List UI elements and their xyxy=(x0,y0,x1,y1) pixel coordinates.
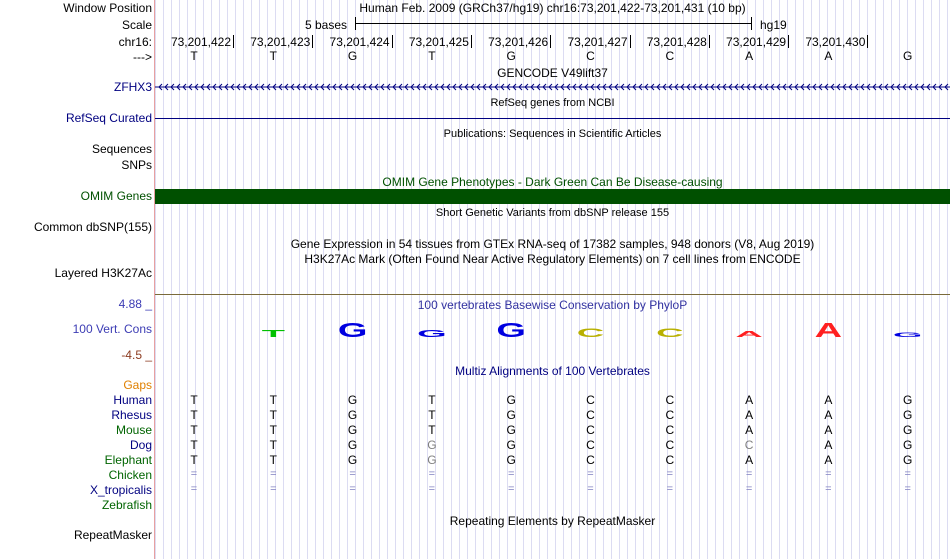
alignment-base: = xyxy=(666,483,674,495)
reference-base: G xyxy=(506,49,516,63)
alignment-base: T xyxy=(428,423,436,437)
scale-bar xyxy=(355,23,751,24)
alignment-base: G xyxy=(903,393,913,407)
alignment-base: C xyxy=(665,453,675,467)
alignment-base: = xyxy=(904,483,911,495)
genome-browser-tracks[interactable] xyxy=(155,0,950,559)
reference-base: A xyxy=(745,49,754,63)
alignment-base: G xyxy=(427,453,437,467)
gtex-track-title[interactable]: Gene Expression in 54 tissues from GTEx RNA-seq of 17382 samples, 948 donors (V8, Aug 2019) xyxy=(290,237,815,251)
alignment-base: A xyxy=(824,438,833,452)
vert-cons-label[interactable]: 100 Vert. Cons xyxy=(72,322,152,336)
alignment-base: C xyxy=(665,423,675,437)
alignment-base: T xyxy=(269,393,277,407)
alignment-base: T xyxy=(269,408,277,422)
coordinate-label: 73,201,426 xyxy=(488,35,549,49)
dbsnp-track-title[interactable]: Short Genetic Variants from dbSNP release 155 xyxy=(435,207,670,219)
alignment-base: = xyxy=(349,483,356,495)
reference-base: T xyxy=(428,49,436,63)
species-label[interactable]: Mouse xyxy=(115,423,152,437)
alignment-base: C xyxy=(586,393,595,407)
alignment-base: = xyxy=(270,468,277,480)
alignment-base: G xyxy=(427,438,437,452)
species-label[interactable]: Dog xyxy=(129,438,152,452)
reference-base: T xyxy=(269,49,277,63)
alignment-base: T xyxy=(190,438,198,452)
scale-bar-label: 5 bases xyxy=(305,18,348,32)
conservation-logo-letter: G xyxy=(417,328,447,340)
conservation-logo-letter: C xyxy=(656,325,684,340)
alignment-base: A xyxy=(745,408,754,422)
coordinate-label: 73,201,430 xyxy=(805,35,866,49)
h3k27ac-signal-line[interactable] xyxy=(155,294,950,295)
coordinate-tick xyxy=(471,35,472,48)
alignment-base: = xyxy=(825,468,832,480)
conservation-logo-letter: G xyxy=(337,319,368,342)
alignment-base: G xyxy=(506,408,516,422)
omim-genes-label[interactable]: OMIM Genes xyxy=(80,189,152,203)
track-label-panel xyxy=(0,0,154,559)
alignment-base: A xyxy=(745,423,754,437)
alignment-base: T xyxy=(190,393,198,407)
alignment-base: C xyxy=(586,423,595,437)
alignment-base: = xyxy=(428,483,436,495)
alignment-base: = xyxy=(190,483,198,495)
alignment-base: T xyxy=(269,438,277,452)
coordinate-label: 73,201,429 xyxy=(726,35,787,49)
coordinate-tick xyxy=(867,35,868,48)
species-label[interactable]: Rhesus xyxy=(111,408,152,422)
reference-base: C xyxy=(586,49,595,63)
alignment-base: C xyxy=(665,438,675,452)
alignment-base: = xyxy=(904,468,911,480)
assembly-label: hg19 xyxy=(760,18,787,32)
window-position-label: Window Position xyxy=(63,1,152,15)
coordinate-tick xyxy=(630,35,631,48)
alignment-base: A xyxy=(824,393,833,407)
gaps-label[interactable]: Gaps xyxy=(123,378,152,392)
conservation-logo[interactable] xyxy=(155,315,950,345)
alignment-base: = xyxy=(587,483,594,495)
alignment-base: = xyxy=(190,468,198,480)
reference-base: T xyxy=(190,49,198,63)
chromosome-label: chr16: xyxy=(118,35,152,49)
reference-base: A xyxy=(824,49,833,63)
species-label[interactable]: Zebrafish xyxy=(101,498,152,512)
alignment-base: = xyxy=(825,483,832,495)
coordinate-label: 73,201,423 xyxy=(250,35,311,49)
scale-bar-left-tick xyxy=(355,17,356,30)
alignment-base: = xyxy=(507,483,515,495)
coordinate-tick xyxy=(788,35,789,48)
alignment-base: G xyxy=(347,438,358,452)
coordinate-tick xyxy=(392,35,393,48)
conservation-max-label: 4.88 _ xyxy=(118,297,152,311)
sequences-label[interactable]: Sequences xyxy=(91,142,152,156)
conservation-min-label: -4.5 _ xyxy=(121,348,152,362)
alignment-base: = xyxy=(349,468,356,480)
alignment-base: G xyxy=(903,453,913,467)
omim-phenotype-bar[interactable] xyxy=(155,189,950,204)
alignment-base: C xyxy=(665,408,675,422)
conservation-logo-letter: A xyxy=(735,329,763,339)
species-label[interactable]: X_tropicalis xyxy=(89,483,152,497)
coordinate-tick xyxy=(709,35,710,48)
alignment-base: C xyxy=(586,408,595,422)
alignment-base: G xyxy=(506,423,516,437)
alignment-base: G xyxy=(347,408,358,422)
coordinate-tick xyxy=(233,35,234,48)
phylop-track-title[interactable]: 100 vertebrates Basewise Conservation by PhyloP xyxy=(417,298,688,312)
alignment-base: T xyxy=(190,453,198,467)
alignment-base: A xyxy=(824,423,833,437)
h3k27ac-track-title[interactable]: H3K27Ac Mark (Often Found Near Active Regulatory Elements) on 7 cell lines from ENCODE xyxy=(304,252,801,266)
alignment-base: = xyxy=(745,483,753,495)
alignment-base: T xyxy=(190,423,198,437)
alignment-base: = xyxy=(270,483,277,495)
omim-track-title[interactable]: OMIM Gene Phenotypes - Dark Green Can Be Disease-causing xyxy=(382,175,723,189)
alignment-base: C xyxy=(665,393,675,407)
alignment-base: C xyxy=(586,438,595,452)
conservation-logo-letter: C xyxy=(576,325,605,340)
position-header: Human Feb. 2009 (GRCh37/hg19) chr16:73,201,422-73,201,431 (10 bp) xyxy=(359,1,746,15)
alignment-base: = xyxy=(428,468,436,480)
snps-label[interactable]: SNPs xyxy=(121,158,152,172)
refseq-gene-line[interactable] xyxy=(155,118,950,119)
reference-base: G xyxy=(903,49,913,63)
alignment-base: T xyxy=(190,408,198,422)
conservation-logo-letter: A xyxy=(814,319,843,342)
alignment-base: G xyxy=(506,393,516,407)
alignment-base: T xyxy=(269,453,277,467)
conservation-logo-letter: G xyxy=(496,319,526,342)
coordinate-tick xyxy=(550,35,551,48)
zfhx3-gene-label[interactable]: ZFHX3 xyxy=(113,80,152,94)
scale-bar-right-tick xyxy=(751,17,752,30)
alignment-base: G xyxy=(506,438,516,452)
conservation-logo-letter: G xyxy=(892,331,923,339)
alignment-base: A xyxy=(745,453,754,467)
alignment-base: A xyxy=(824,408,833,422)
reference-base: C xyxy=(665,49,675,63)
alignment-base: T xyxy=(428,408,436,422)
repeatmasker-label[interactable]: RepeatMasker xyxy=(73,528,152,542)
coordinate-label: 73,201,424 xyxy=(329,35,390,49)
alignment-base: A xyxy=(824,453,833,467)
alignment-base: C xyxy=(586,453,595,467)
zfhx3-gene-feature[interactable] xyxy=(155,80,950,94)
reference-base: G xyxy=(347,49,358,63)
species-label[interactable]: Human xyxy=(113,393,152,407)
alignment-base: C xyxy=(744,438,754,452)
alignment-base: G xyxy=(903,423,913,437)
alignment-base: G xyxy=(506,453,516,467)
alignment-base: = xyxy=(507,468,515,480)
alignment-base: G xyxy=(347,423,358,437)
coordinate-label: 73,201,422 xyxy=(170,35,231,49)
coordinate-label: 73,201,427 xyxy=(567,35,628,49)
alignment-base: G xyxy=(903,438,913,452)
repeatmasker-track-title[interactable]: Repeating Elements by RepeatMasker xyxy=(449,514,656,528)
multiz-track-title[interactable]: Multiz Alignments of 100 Vertebrates xyxy=(455,364,650,378)
refseq-curated-label[interactable]: RefSeq Curated xyxy=(65,111,152,125)
refseq-track-title[interactable]: RefSeq genes from NCBI xyxy=(490,97,615,109)
strand-label: ---> xyxy=(133,50,152,64)
coordinate-label: 73,201,425 xyxy=(408,35,469,49)
coordinate-label: 73,201,428 xyxy=(646,35,707,49)
alignment-base: G xyxy=(347,393,358,407)
common-dbsnp-label[interactable]: Common dbSNP(155) xyxy=(33,220,152,234)
alignment-base: T xyxy=(428,393,436,407)
conservation-logo-letter: T xyxy=(261,328,285,340)
publications-track-title[interactable]: Publications: Sequences in Scientific Articles xyxy=(443,128,662,140)
alignment-base: G xyxy=(347,453,358,467)
alignment-base: G xyxy=(903,408,913,422)
layered-h3k27ac-label[interactable]: Layered H3K27Ac xyxy=(54,266,152,280)
coordinate-tick xyxy=(312,35,313,48)
alignment-base: A xyxy=(745,393,754,407)
alignment-base: = xyxy=(745,468,753,480)
scale-label: Scale xyxy=(121,18,152,32)
species-label[interactable]: Chicken xyxy=(108,468,152,482)
alignment-base: = xyxy=(587,468,594,480)
gencode-track-title[interactable]: GENCODE V49lift37 xyxy=(497,66,608,80)
alignment-base: T xyxy=(269,423,277,437)
alignment-base: = xyxy=(666,468,674,480)
species-label[interactable]: Elephant xyxy=(104,453,152,467)
